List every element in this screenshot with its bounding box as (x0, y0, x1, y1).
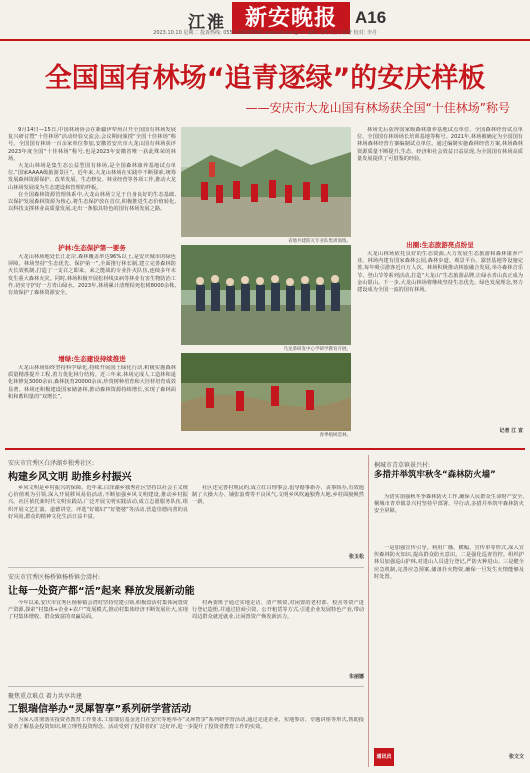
article-divider-2 (8, 686, 364, 687)
top-rule (0, 39, 530, 41)
paper-logo: 新安晚报 (232, 2, 350, 34)
article2-body-2: 村两委班子通过实地走访、清产核资,对闲置的老村部、校舍等资产进行登记造册,并通过招商引资、公开租赁等方式,引进企业发展特色产业,带动周边群众就近就业,让闲置资产焕发新活力。 (192, 600, 364, 621)
region-label: 江淮 (188, 13, 226, 33)
article4-kicker: 桐城市青草镇景兴村: (374, 462, 431, 469)
article4-title: 多措并举筑牢秋冬“森林防火墙” (374, 470, 496, 480)
main-headline: 全国国有林场“追青逐绿”的安庆样板 (44, 63, 486, 94)
photo-caption-3: 春季植树造林。 (319, 433, 351, 438)
page-number: A16 (355, 8, 387, 27)
section-title-ecotourism: 出圈:生态旅游亮点纷呈 (406, 241, 474, 249)
subheadline: ——安庆市大龙山国有林场获全国“十佳林场”称号 (245, 101, 510, 115)
article3-kicker: 聚焦重点难点 着力共享共建 (8, 693, 82, 700)
lead-paragraph-3: 在全国森林资源管理体系中,大龙山林场立足于自身良好的生态基础,以保护发展森林资源为核心,将生态保护放在首位,积极推进生态价值转化,以科技支撑林业高质量发展,走出一条独具特色的国有林场发展之路。 (8, 191, 176, 213)
column-divider (368, 455, 369, 767)
article2-kicker: 安庆市宜秀区杨桥镇杨桥镇会湾村: (8, 574, 101, 581)
masthead (0, 0, 530, 40)
article2-author: 朱丽娜 (348, 674, 364, 680)
section-body-forest-protection: 大龙山林场地处长江北岸,森林覆盖率达96%以上,是安庆城市的绿色屏障。林场坚持“生态优先、保护第一”,全面推行林长制,建立完善森林防火长效机制,打造了一支召之即来、来之能战的专业扑火队伍,连续多年未发生重大森林火灾。同时,林场积极开展松材线虫病等林业有害生物防治工作,切实守护好一方青山绿水。2023年,林场累计清理枯死松树8000余株,有效保护了森林资源安全。 (8, 254, 176, 297)
article1-author: 张玉松 (348, 554, 364, 560)
article-divider-1 (8, 567, 364, 568)
photo-research-group (181, 245, 351, 345)
col3-author: 记者 江 宣 (499, 428, 523, 434)
photo-firefighting-drill (181, 127, 351, 237)
section-title-greening: 增绿:生态建设持续推进 (58, 355, 126, 363)
photo-caption-2: 乌龙茶研发中心学研学教育开展。 (283, 347, 351, 352)
article2-body-1: 今年以来,安庆市宜秀区杨桥镇会湾村坚持党建引领,积极盘活村集体闲置资产资源,探索“村集体+企业+农户”发展模式,推动村集体经济不断发展壮大,实现了村集体增收、群众致富的双赢局面。 (8, 600, 188, 621)
lead-paragraph-2: 大龙山林场是集生态公益型国有林场,是全国森林康养基地试点单位,“国家AAAA级旅游景区”。近年来,大龙山林场在实践中不断探索,统筹发展森林资源保护、改革发展、生态修复、林业经营等各项工作,推动大龙山林场发展成为生态建设和管理的样板。 (8, 163, 176, 191)
section-divider (5, 448, 525, 450)
article1-title: 构建乡风文明 助推乡村振兴 (8, 472, 132, 483)
article3-body: 为深入贯彻落实投资者教育工作要求,工银瑞信基金近日在安庆等地举办“灵犀智享”系列研学营活动,通过走进企业、实地参访、专题讲座等形式,帮助投资者了解基金投资知识,树立理性投资理念。活动受到了投资者的广泛好评,进一步提升了投资者教育工作的实效。 (8, 717, 364, 731)
article2-title: 让每一处资产都“活”起来 释放发展新动能 (8, 586, 195, 597)
col3-body-top: 林场先后获得国家级森林康养基地试点单位、全国森林经营试点单位、全国国有林场场长培训基地等称号。2021年,林场被确定为全国国有林场森林经营方案编制试点单位。通过编制实施森林经营方案,林场森林资源质量不断提升,生态、经济和社会效益日益显现,为全国国有林场高质量发展提供了可借鉴的经验。 (357, 127, 523, 162)
info-bar: 2023.10.10 星期二 投诉热线: 0551-62639000 www.ahwang.cn 编辑:吴莉 版式:富誉 校对: 李丹 (153, 30, 377, 36)
article4-author: 张文文 (508, 754, 524, 760)
photo-caption-1: 省地共建防灭专业队集训演练。 (288, 239, 351, 244)
lead-paragraph-1: 9月14日—15日,中国林场协会在新疆伊犁州召开全国国有林场发展复兴研讨暨“十佳林场”活动经验交流会,会议期间颁授“全国十佳林场”称号。全国国有林场一百余家单位参加,安徽省安庆市大龙山国有林场获评2023年度全国“十佳林场”称号,也是2023年安徽省唯一获此殊荣的林场。 (8, 127, 176, 162)
section-body-ecotourism: 大龙山林场依托良好的生态资源,大力发展生态旅游和森林康养产业。林场内建有国家森林公园,森林步道、观景平台、露营基地等设施完善,每年吸引游客近百万人次。林场积极推动林旅融合发展,举办森林音乐节、登山节等系列活动,打造“大龙山”生态旅游品牌,让绿水青山真正成为金山银山。下一步,大龙山林场将继续坚持生态优先、绿色发展理念,努力建设成为全国一流的国有林场。 (357, 251, 523, 294)
lead-paragraphs (8, 127, 176, 239)
article3-title: 工银瑞信举办“灵犀智享”系列研学营活动 (8, 704, 192, 715)
section-body-greening: 大龙山林场始终坚持科学绿化,持续开展国土绿化行动,积极实施森林质量精准提升工程,着力优化林分结构。近三年来,林场完成人工造林和退化林修复3000余亩,森林抚育20000余亩,珍贵树种培育和大径材培育成效显著。林场还积极建设国家储备林,推动森林资源持续增长,实现了森林面积和蓄积量的“双增长”。 (8, 365, 176, 400)
article4-body-1: 为切实加强秋冬季森林防火工作,确保人民群众生命财产安全,桐城市青草镇景兴村坚持早部署、早行动,多措并举筑牢森林防火安全屏障。 (374, 494, 524, 515)
article1-body-2: 社区还完善村规民约,成立红白理事会,倡导婚事新办、丧事简办,有效遏制了大操大办、铺张浪费等不良风气,文明乡风吹遍独秀大地,乡村面貌焕然一新。 (192, 485, 364, 506)
correspondent-tag: 通讯员 (374, 748, 394, 766)
article1-kicker: 安庆市宜秀区白泽湖乡独秀社区: (8, 460, 95, 467)
section-title-forest-protection: 护林:生态保护第一要务 (58, 244, 126, 252)
article4-body-2: 一是加强宣传引导。利用广播、横幅、宣传单等形式,深入宣传森林防火知识,提高群众防火意识。二是强化巡查管控。组织护林员加强巡山护林,对进山人员进行登记,严防火种进山。三是健全应急机制,完善应急预案,储备扑火物资,确保一旦发生火情能够及时处置。 (374, 545, 524, 580)
photo-tree-planting (181, 353, 351, 431)
article1-body-1: 乡风文明是乡村振兴的保障。近年来,白泽湖乡独秀社区坚持以社会主义核心价值观为引领,深入开展移风易俗活动,不断加强乡风文明建设,推动乡村振兴。社区依托新时代文明实践站,广泛开展文明实践活动,成立志愿服务队伍,组织开展文艺汇演、道德讲堂、评选“好媳妇”“好婆婆”等活动,营造崇德向善的良好风尚,群众的精神文化生活日益丰富。 (8, 485, 188, 520)
